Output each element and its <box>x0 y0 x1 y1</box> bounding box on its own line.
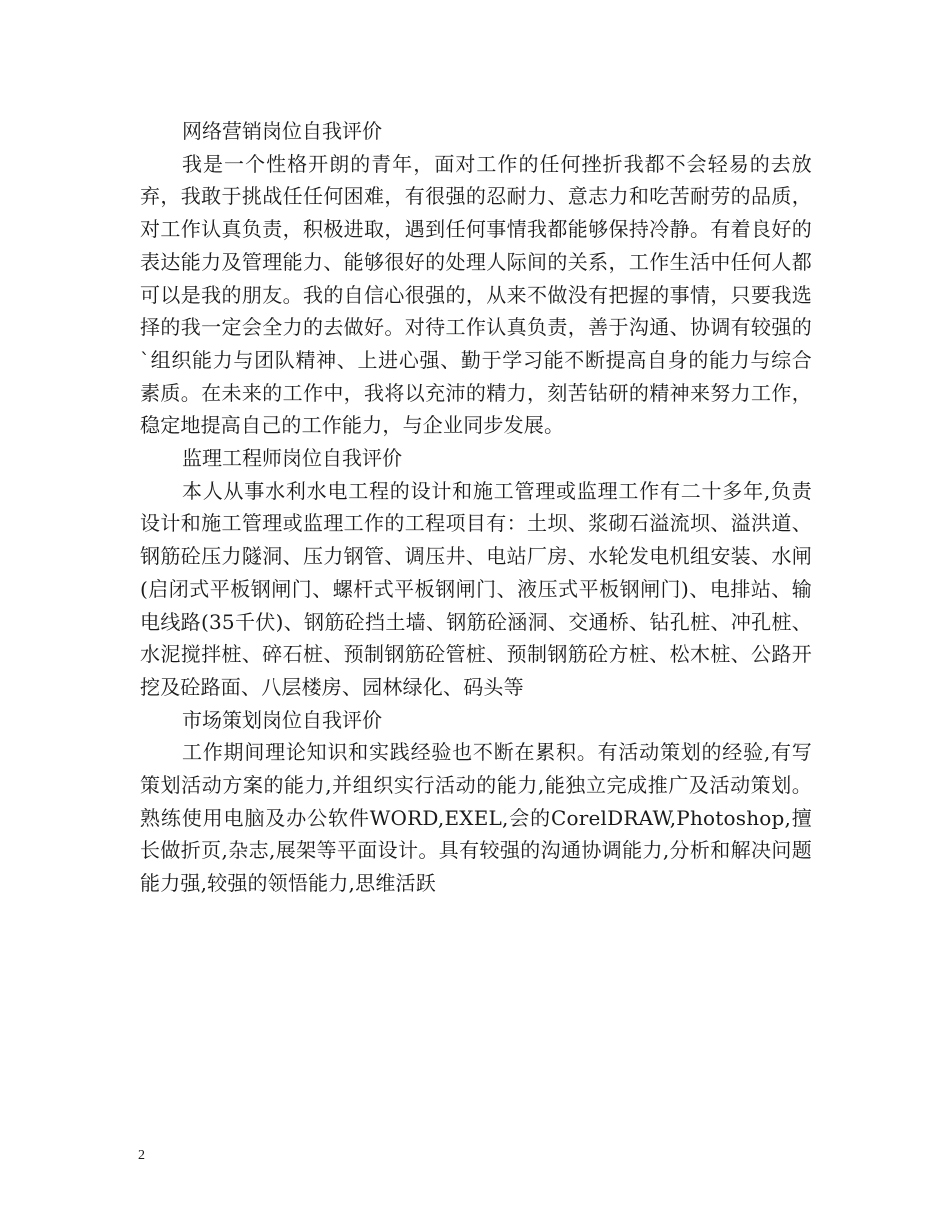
document-body <box>140 115 812 900</box>
section-heading-supervision-engineer: 监理工程师岗位自我评价 <box>182 446 402 471</box>
section-body-supervision-engineer: 本人从事水利水电工程的设计和施工管理或监理工作有二十多年,负责设计和施工管理或监理工作的工程项目有：土坝、浆砌石溢流坝、溢洪道、钢筋砼压力隧洞、压力钢管、调压井、电站厂房、水轮发电机组安装、水闸(启闭式平板钢闸门、螺杆式平板钢闸门、液压式平板钢闸门)、电排站、输电线路(35千伏)、钢筋砼挡土墙、钢筋砼涵洞、交通桥、钻孔桩、冲孔桩、水泥搅拌桩、碎石桩、预制钢筋砼管桩、预制钢筋砼方桩、松木桩、公路开挖及砼路面、八层楼房、园林绿化、码头等 <box>140 478 812 699</box>
section-body-network-marketing: 我是一个性格开朗的青年，面对工作的任何挫折我都不会轻易的去放弃，我敢于挑战任任何困难，有很强的忍耐力、意志力和吃苦耐劳的品质，对工作认真负责，积极进取，遇到任何事情我都能够保持冷静。有着良好的表达能力及管理能力、能够很好的处理人际间的关系，工作生活中任何人都可以是我的朋友。我的自信心很强的，从来不做没有把握的事情，只要我选择的我一定会全力的去做好。对待工作认真负责，善于沟通、协调有较强的`组织能力与团队精神、上进心强、勤于学习能不断提高自身的能力与综合素质。在未来的工作中，我将以充沛的精力，刻苦钻研的精神来努力工作，稳定地提高自己的工作能力，与企业同步发展。 <box>140 151 812 438</box>
section-body-marketing-planning: 工作期间理论知识和实践经验也不断在累积。有活动策划的经验,有写策划活动方案的能力,并组织实行活动的能力,能独立完成推广及活动策划。熟练使用电脑及办公软件WORD,EXEL,会的CorelDRAW,Photoshop,擅长做折页,杂志,展架等平面设计。具有较强的沟通协调能力,分析和解决问题能力强,较强的领悟能力,思维活跃 <box>140 740 812 896</box>
section-heading-marketing-planning: 市场策划岗位自我评价 <box>182 707 382 732</box>
section-heading-network-marketing: 网络营销岗位自我评价 <box>182 119 382 143</box>
page-number: 2 <box>138 1148 145 1163</box>
